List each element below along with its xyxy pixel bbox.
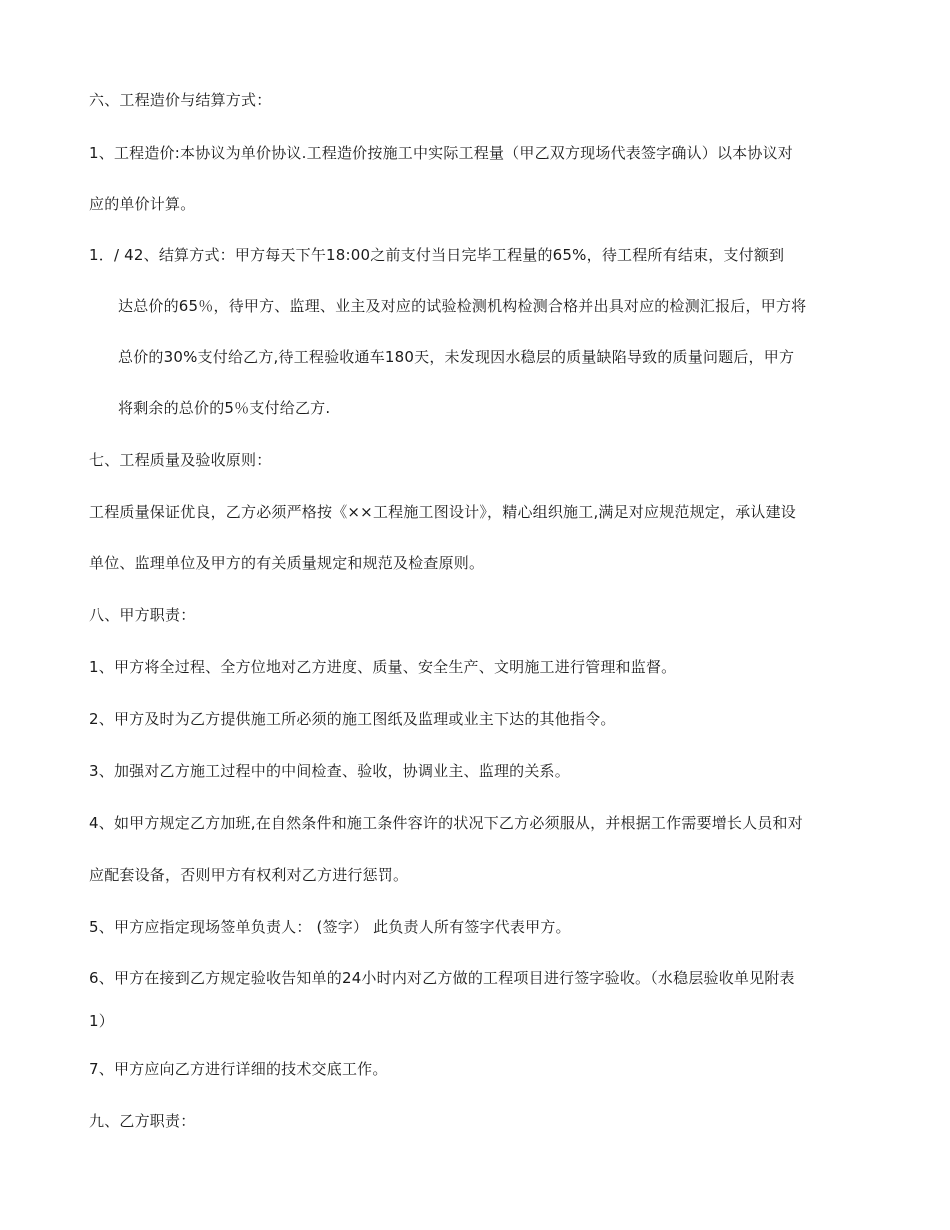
paragraph-line: 应的单价计算。 (89, 195, 196, 213)
paragraph-line: 1．/ 42、结算方式：甲方每天下午18:00之前支付当日完毕工程量的65%，待工程所有结束，支付额到 (89, 246, 785, 264)
section-heading-6: 六、工程造价与结算方式： (89, 91, 272, 109)
paragraph-line: 总价的30%支付给乙方,待工程验收通车180天，未发现因水稳层的质量缺陷导致的质量问题后，甲方 (118, 348, 795, 366)
paragraph-line: 将剩余的总价的5％支付给乙方. (118, 399, 331, 417)
paragraph-line: 达总价的65％，待甲方、监理、业主及对应的试验检测机构检测合格并出具对应的检测汇报后，甲方将 (118, 297, 807, 315)
section-heading-8: 八、甲方职责： (89, 606, 196, 624)
paragraph-line: 2、甲方及时为乙方提供施工所必须的施工图纸及监理或业主下达的其他指令。 (89, 710, 616, 728)
paragraph-line: 5、甲方应指定现场签单负责人： (签字） 此负责人所有签字代表甲方。 (89, 918, 571, 936)
paragraph-line: 4、如甲方规定乙方加班,在自然条件和施工条件容许的状况下乙方必须服从，并根据工作需要增长人员和对 (89, 814, 803, 832)
section-heading-9: 九、乙方职责： (89, 1112, 196, 1130)
paragraph-line: 1、工程造价:本协议为单价协议.工程造价按施工中实际工程量（甲乙双方现场代表签字确认）以本协议对 (89, 144, 793, 162)
paragraph-line: 3、加强对乙方施工过程中的中间检查、验收，协调业主、监理的关系。 (89, 762, 570, 780)
paragraph-line: 1、甲方将全过程、全方位地对乙方进度、质量、安全生产、文明施工进行管理和监督。 (89, 658, 677, 676)
paragraph-line: 6、甲方在接到乙方规定验收告知单的24小时内对乙方做的工程项目进行签字验收。（水稳层验收单见附表 (89, 969, 795, 987)
paragraph-line: 7、甲方应向乙方进行详细的技术交底工作。 (89, 1060, 388, 1078)
paragraph-line: 单位、监理单位及甲方的有关质量规定和规范及检查原则。 (89, 554, 485, 572)
paragraph-line: 工程质量保证优良，乙方必须严格按《××工程施工图设计》，精心组织施工,满足对应规范规定，承认建设 (89, 503, 797, 521)
paragraph-line: 1） (89, 1012, 114, 1030)
paragraph-line: 应配套设备，否则甲方有权利对乙方进行惩罚。 (89, 866, 409, 884)
section-heading-7: 七、工程质量及验收原则： (89, 451, 272, 469)
